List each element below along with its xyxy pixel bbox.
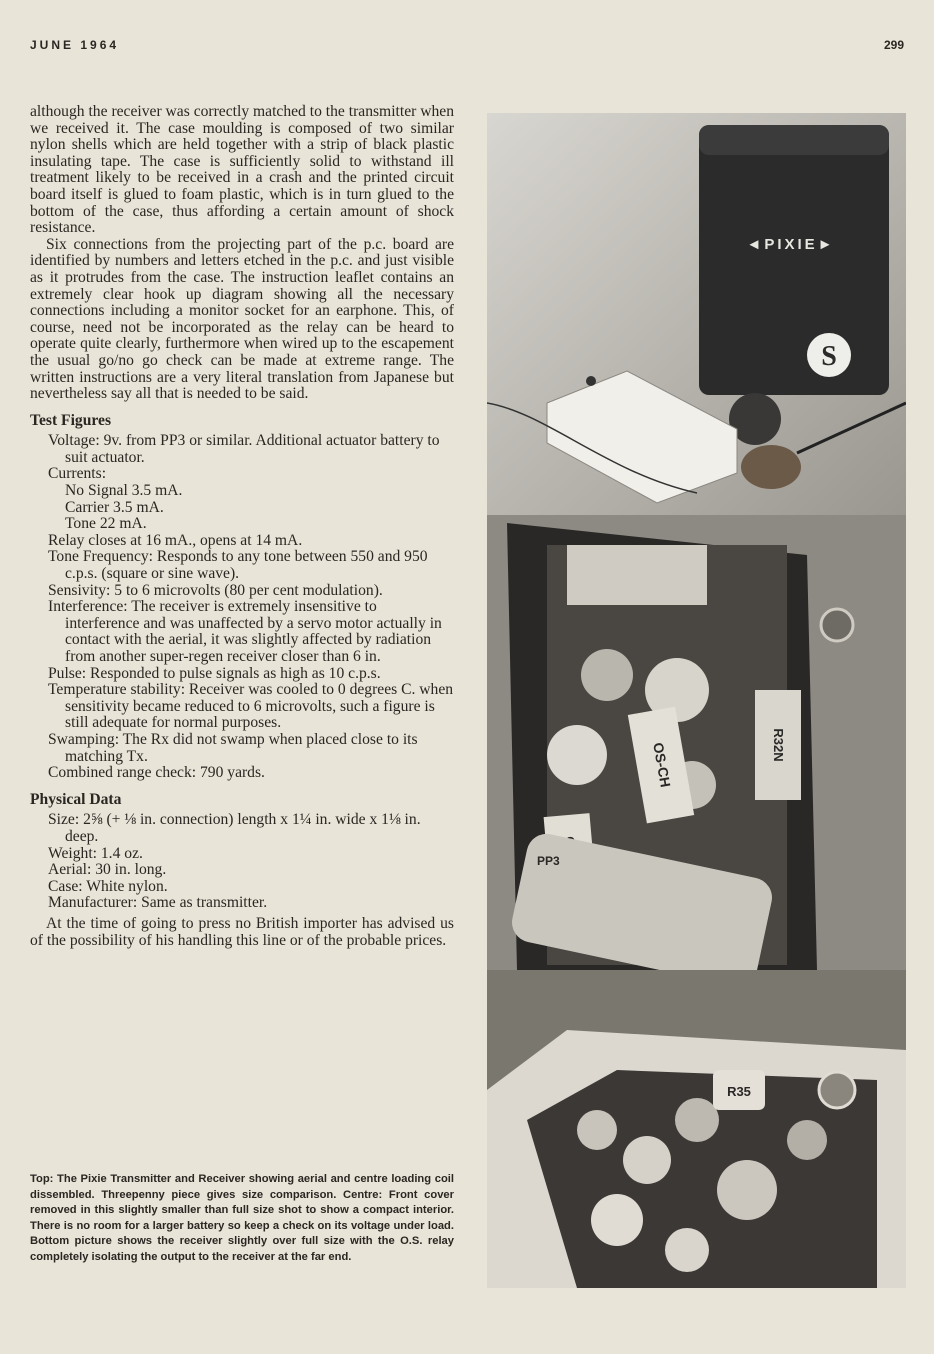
- pixie-logo-text: ◄PIXIE►: [746, 236, 836, 253]
- tone-frequency-item: Tone Frequency: Responds to any tone between 550 and 950 c.p.s. (square or sine wave).: [48, 548, 428, 583]
- photo-transmitter-receiver: [487, 113, 906, 515]
- issue-date: JUNE 1964: [30, 38, 120, 52]
- combined-range-item: Combined range check: 790 yards.: [48, 764, 265, 782]
- weight-item: Weight: 1.4 oz.: [48, 844, 143, 862]
- temperature-item: Temperature stability: Receiver was cooled to 0 degrees C. when sensitivity became reduced to 6 microvolts, such a figure is still adequate for normal purposes.: [48, 681, 454, 732]
- relay-label: OS-CH: [650, 741, 674, 789]
- current-no-signal: No Signal 3.5 mA.: [65, 482, 183, 500]
- physical-data-list: [48, 812, 454, 912]
- currents-label: Currents:: [48, 465, 107, 483]
- article-column: [30, 104, 454, 949]
- photo-mid-illustration: [487, 515, 906, 970]
- section-heading-test-figures: Test Figures: [30, 411, 112, 429]
- photo-receiver-interior: [487, 515, 906, 970]
- battery-label: PP3: [537, 854, 560, 868]
- component-top: [567, 545, 707, 605]
- loading-coil: [741, 445, 801, 489]
- size-item: Size: 2⅝ (+ ⅛ in. connection) length x 1¼ in. wide x 1⅛ in. deep.: [48, 811, 421, 845]
- photo-top-illustration: [487, 113, 906, 515]
- swamping-item: Swamping: The Rx did not swamp when placed close to its matching Tx.: [48, 730, 418, 765]
- section-heading-physical-data: Physical Data: [30, 790, 122, 808]
- body-paragraph: although the receiver was correctly matched to the transmitter when we received it. The case moulding is composed of two similar nylon shells which are held together with a strip of black plastic insulating tape. The case is sufficiently solid to withstand ill treatment likely to be received in a crash and the printed circuit board itself is glued to foam plastic, which is in turn glued to the bottom of the case, thus affording a certain amount of shock resistance.: [30, 103, 454, 237]
- transmitter-case: [699, 125, 889, 395]
- s-logo-text: S: [821, 341, 837, 372]
- closing-paragraph: At the time of going to press no British importer has advised us of the possibility of his handling this line or of the probable prices.: [30, 914, 454, 949]
- case-item: Case: White nylon.: [48, 877, 168, 895]
- connector-socket: [821, 609, 853, 641]
- test-figures-list: [48, 433, 454, 781]
- currents-list: [48, 483, 454, 533]
- voltage-item: Voltage: 9v. from PP3 or similar. Additional actuator battery to suit actuator.: [48, 432, 440, 466]
- pulse-item: Pulse: Responded to pulse signals as high as 10 c.p.s.: [48, 664, 381, 682]
- sensivity-item: Sensivity: 5 to 6 microvolts (80 per cent modulation).: [48, 581, 383, 599]
- aerial-item: Aerial: 30 in. long.: [48, 861, 167, 879]
- current-carrier: Carrier 3.5 mA.: [65, 498, 164, 516]
- page-header: [30, 38, 904, 58]
- manufacturer-item: Manufacturer: Same as transmitter.: [48, 894, 268, 912]
- component-label: R35: [727, 1084, 751, 1099]
- transformer-label: R32N: [771, 728, 786, 762]
- interference-item: Interference: The receiver is extremely insensitive to interference and was unaffected by a servo motor actually in contact with the aerial, it was slightly affected by radiation from another super-regen receiver closer than 6 in.: [48, 598, 442, 665]
- body-paragraph: Six connections from the projecting part of the p.c. board are identified by numbers and letters etched in the p.c. and just visible as it protrudes from the case. The instruction leaflet contains an extremely clear hook up diagram showing all the necessary connections including a monitor socket for an earphone. This, of course, need not be incorporated as the relay can be heard to operate quite clearly, furthermore when wired up to the escapement the usual go/no go check can be made at extreme range. The written instructions are a very literal translation from Japanese but nevertheless say all that is needed to be said.: [30, 235, 454, 403]
- current-tone: Tone 22 mA.: [65, 515, 147, 533]
- photo-receiver-closeup: [487, 970, 906, 1288]
- page-number: 299: [883, 38, 904, 52]
- relay-item: Relay closes at 16 mA., opens at 14 mA.: [48, 531, 303, 549]
- photo-caption: Top: The Pixie Transmitter and Receiver showing aerial and centre loading coil dissembled. Threepenny piece gives size comparison. Centre: Front cover removed in this slightly smaller than full size shot to show a compact interior. There is no room for a larger battery so keep a check on its voltage under load. Bottom picture shows the receiver slightly over full size with the O.S. relay completely isolating the output to the receiver at the far end.: [30, 1173, 454, 1263]
- photo-bot-illustration: [487, 970, 906, 1288]
